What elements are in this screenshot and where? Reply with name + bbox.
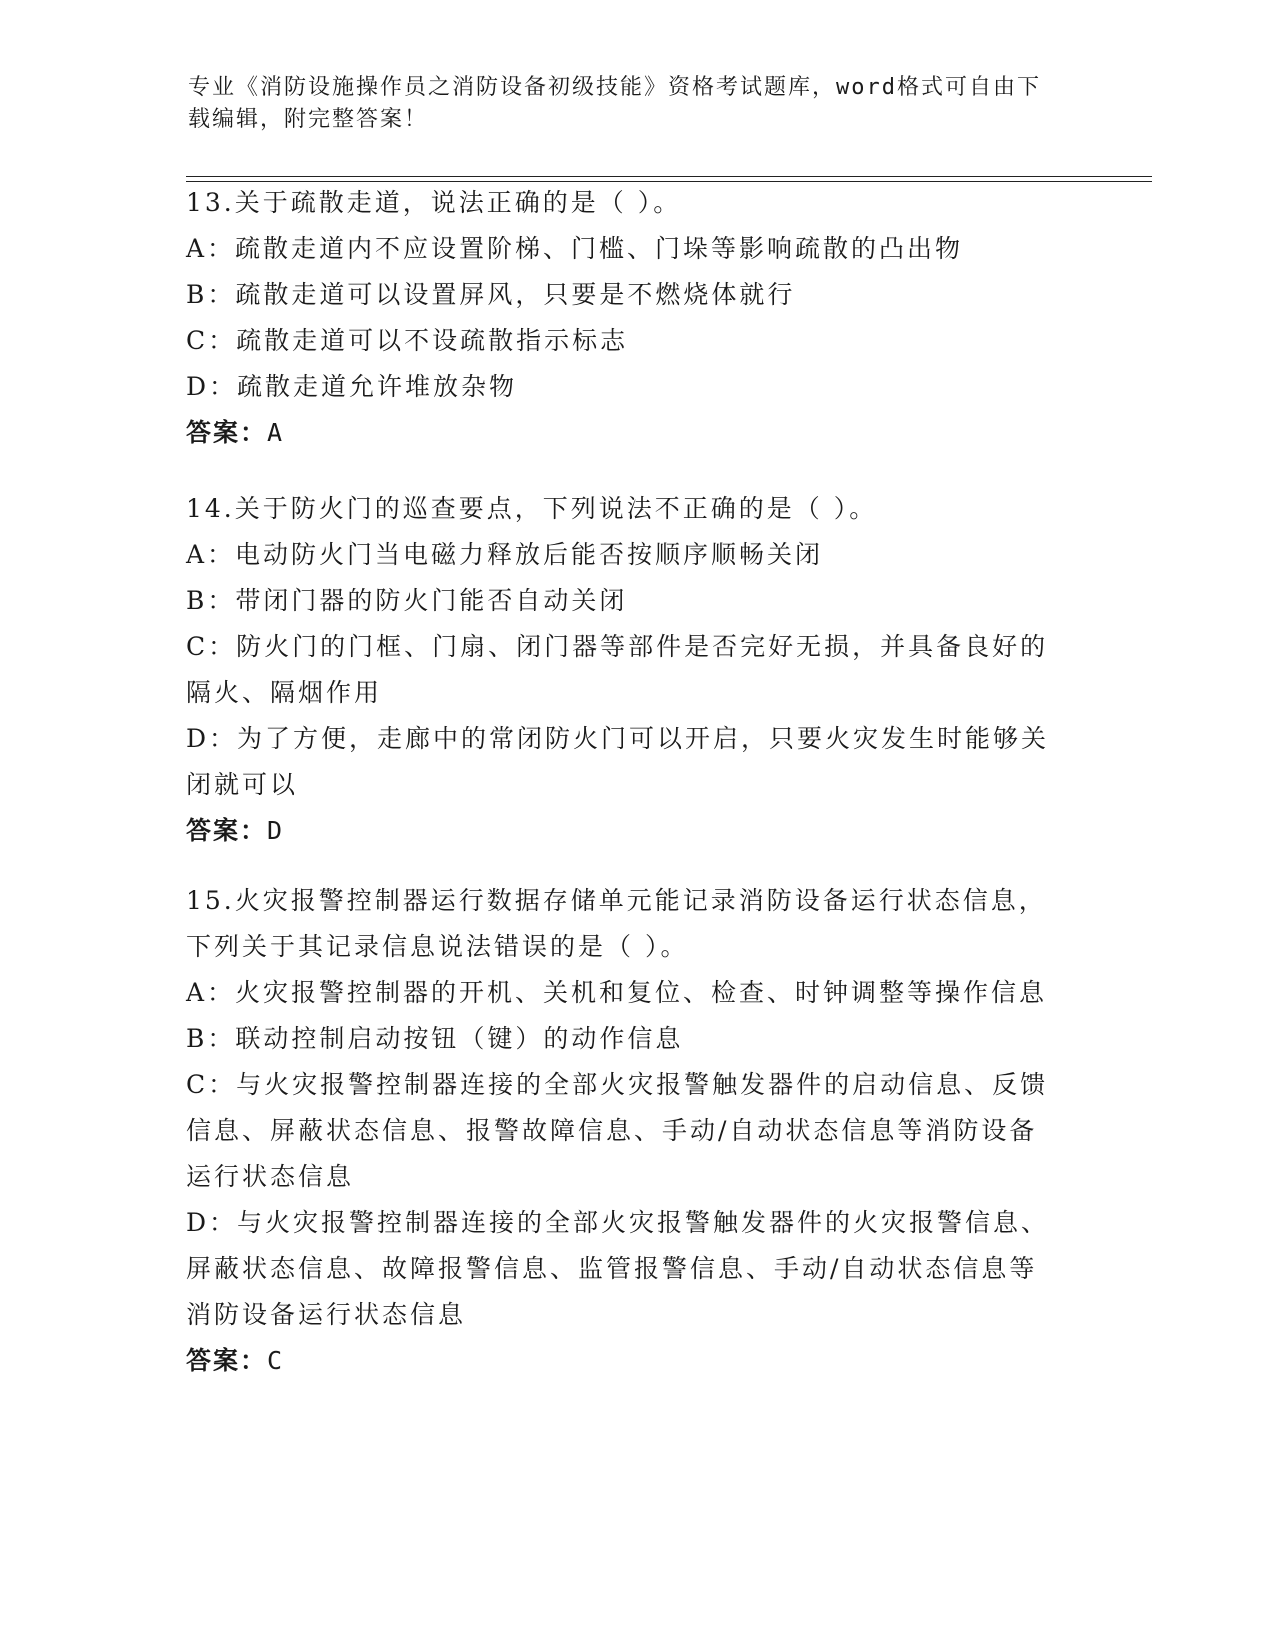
answer-label: 答案： — [186, 418, 268, 447]
option-b: B：联动控制启动按钮（键）的动作信息 — [186, 1024, 684, 1053]
question-14 — [186, 486, 1086, 854]
answer-label: 答案： — [186, 1346, 268, 1375]
option-d: D：与火灾报警控制器连接的全部火灾报警触发器件的火灾报警信息、 屏蔽状态信息、故障报警信息、监管报警信息、手动/自动状态信息等 消防设备运行状态信息 — [186, 1208, 1050, 1329]
question-stem: 14.关于防火门的巡查要点，下列说法不正确的是（ ）。 — [186, 494, 878, 523]
option-c: C：防火门的门框、门扇、闭门器等部件是否完好无损，并具备良好的 隔火、隔烟作用 — [186, 632, 1049, 707]
question-stem: 15.火灾报警控制器运行数据存储单元能记录消防设备运行状态信息， 下列关于其记录信息说法错误的是（ ）。 — [186, 886, 1047, 961]
document-header — [188, 72, 1068, 136]
option-a: A：火灾报警控制器的开机、关机和复位、检查、时钟调整等操作信息 — [186, 978, 1048, 1007]
header-line-2: 载编辑，附完整答案！ — [188, 107, 429, 132]
answer-line — [186, 808, 1086, 854]
option-b: B：疏散走道可以设置屏风，只要是不燃烧体就行 — [186, 280, 796, 309]
answer-line — [186, 1338, 1086, 1384]
option-c: C：疏散走道可以不设疏散指示标志 — [186, 326, 629, 355]
answer-value: D — [267, 816, 285, 845]
header-divider-thick — [186, 176, 1152, 177]
option-d: D：疏散走道允许堆放杂物 — [186, 372, 518, 401]
answer-value: A — [267, 418, 285, 447]
option-b: B：带闭门器的防火门能否自动关闭 — [186, 586, 628, 615]
option-a: A：电动防火门当电磁力释放后能否按顺序顺畅关闭 — [186, 540, 824, 569]
option-c: C：与火灾报警控制器连接的全部火灾报警触发器件的启动信息、反馈 信息、屏蔽状态信息、报警故障信息、手动/自动状态信息等消防设备 运行状态信息 — [186, 1070, 1049, 1191]
header-line-1: 专业《消防设施操作员之消防设备初级技能》资格考试题库，word格式可自由下 — [188, 75, 1041, 100]
answer-line — [186, 410, 1086, 456]
question-13 — [186, 180, 1086, 456]
question-stem: 13.关于疏散走道，说法正确的是（ ）。 — [186, 188, 682, 217]
answer-value: C — [267, 1346, 285, 1375]
question-15 — [186, 878, 1086, 1384]
option-a: A：疏散走道内不应设置阶梯、门槛、门垛等影响疏散的凸出物 — [186, 234, 964, 263]
answer-label: 答案： — [186, 816, 268, 845]
option-d: D：为了方便，走廊中的常闭防火门可以开启，只要火灾发生时能够关 闭就可以 — [186, 724, 1050, 799]
